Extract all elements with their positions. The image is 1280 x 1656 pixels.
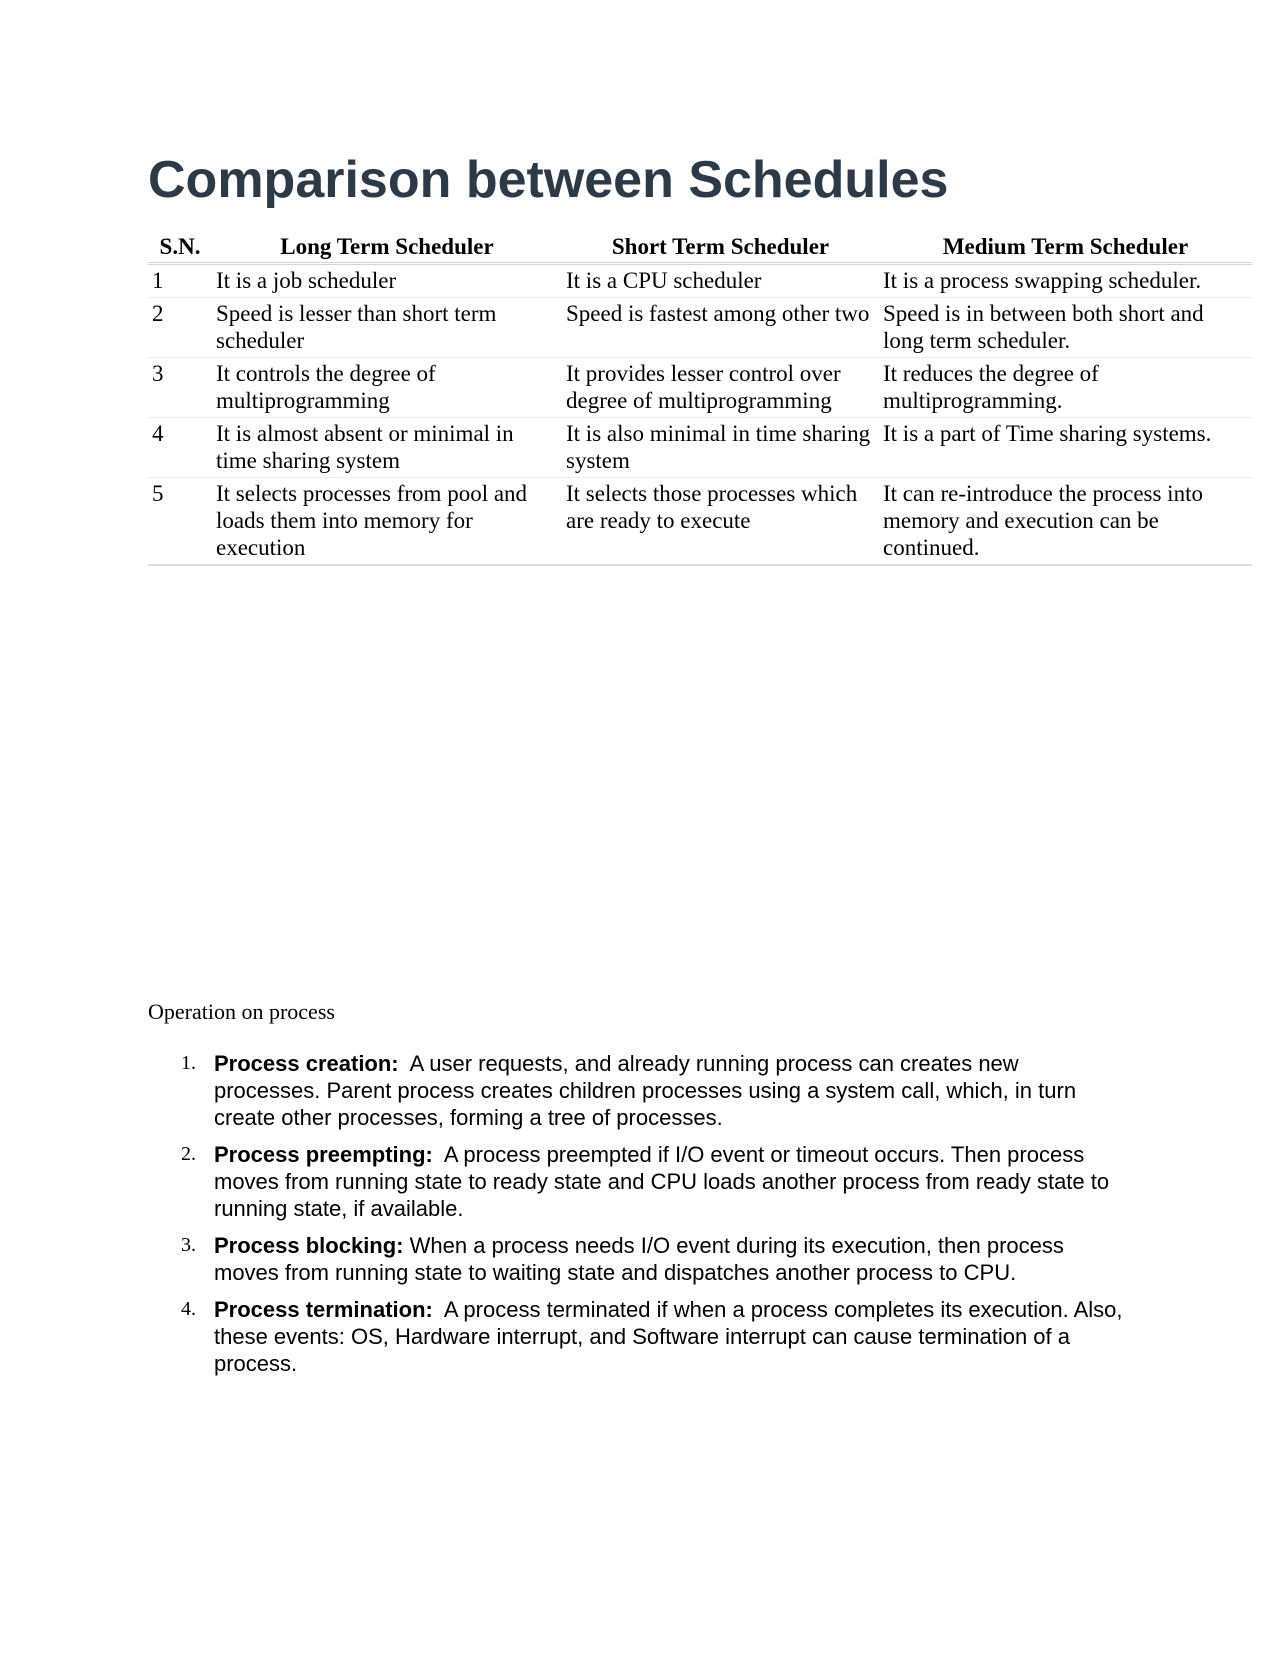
cell-long-term: It selects processes from pool and loads them into memory for execution [212,478,562,566]
list-item-body [204,1141,1128,1222]
list-item-body [204,1232,1128,1286]
list-item-term: Process termination: [214,1297,433,1322]
list-item-number: 1. [181,1052,196,1074]
cell-medium-term: It is a process swapping scheduler. [879,264,1252,298]
cell-medium-term: It can re-introduce the process into memory and execution can be continued. [879,478,1252,566]
page-title: Comparison between Schedules [148,151,949,209]
operations-heading: Operation on process [148,999,335,1024]
cell-sn: 5 [148,478,212,566]
header-short-term: Short Term Scheduler [562,232,879,264]
table-row [148,418,1252,478]
cell-sn: 2 [148,298,212,358]
table-header-row [148,232,1252,264]
table-row [148,358,1252,418]
cell-medium-term: It reduces the degree of multiprogramming. [879,358,1252,418]
list-item-text: A process preempted if I/O event or timeout occurs. Then process moves from running state to ready state and CPU loads another process from ready state to running state, if available. [214,1142,1110,1221]
list-item-number: 4. [181,1298,196,1320]
cell-sn: 3 [148,358,212,418]
list-item [148,1232,1128,1286]
cell-short-term: Speed is fastest among other two [562,298,879,358]
list-item-number: 2. [181,1143,196,1165]
list-item-text: A process terminated if when a process completes its execution. Also, these events: OS, Hardware interrupt, and Software interrupt can cause termination of a process. [214,1297,1123,1376]
cell-sn: 1 [148,264,212,298]
list-item-body [204,1296,1128,1377]
cell-short-term: It provides lesser control over degree of multiprogramming [562,358,879,418]
list-item-term: Process preempting: [214,1142,433,1167]
list-item-term: Process blocking: [214,1233,404,1258]
header-medium-term: Medium Term Scheduler [879,232,1252,264]
list-item [148,1296,1128,1377]
cell-sn: 4 [148,418,212,478]
operations-list [148,1050,1128,1387]
cell-long-term: It is a job scheduler [212,264,562,298]
cell-long-term: It is almost absent or minimal in time sharing system [212,418,562,478]
table-row [148,478,1252,566]
cell-medium-term: Speed is in between both short and long term scheduler. [879,298,1252,358]
header-sn: S.N. [148,232,212,264]
cell-short-term: It is a CPU scheduler [562,264,879,298]
list-item [148,1141,1128,1222]
cell-short-term: It is also minimal in time sharing system [562,418,879,478]
cell-long-term: It controls the degree of multiprogramming [212,358,562,418]
list-item-number: 3. [181,1234,196,1256]
header-long-term: Long Term Scheduler [212,232,562,264]
table-row [148,264,1252,298]
scheduler-comparison-table [148,232,1252,566]
list-item-text: When a process needs I/O event during its execution, then process moves from running state to waiting state and dispatches another process to CPU. [214,1233,1064,1285]
list-item [148,1050,1128,1131]
list-item-term: Process creation: [214,1051,399,1076]
cell-long-term: Speed is lesser than short term scheduler [212,298,562,358]
cell-medium-term: It is a part of Time sharing systems. [879,418,1252,478]
list-item-body [204,1050,1128,1131]
list-item-text: A user requests, and already running process can creates new processes. Parent process creates children processes using a system call, which, in turn create other processes, forming a tree of processes. [214,1051,1077,1130]
cell-short-term: It selects those processes which are ready to execute [562,478,879,566]
table-row [148,298,1252,358]
